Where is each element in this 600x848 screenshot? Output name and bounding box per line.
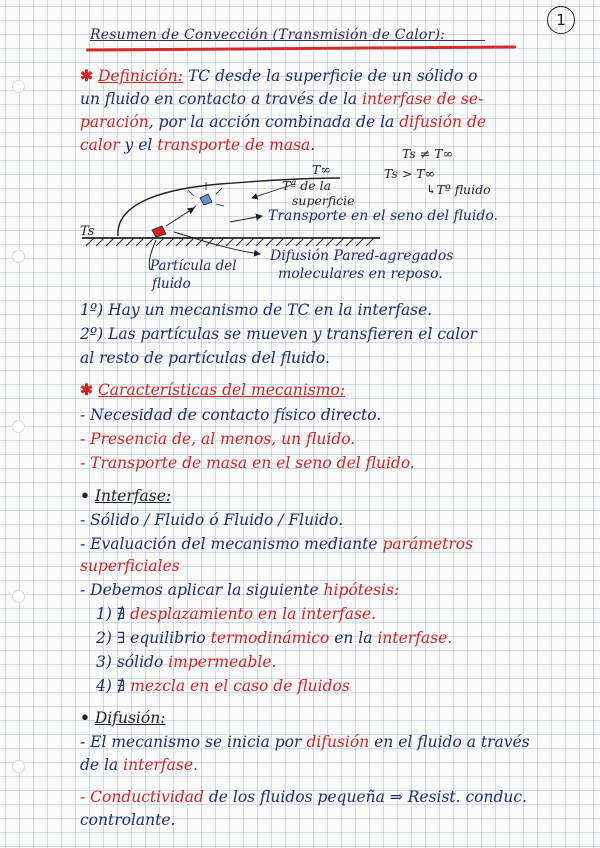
page-number: 1 — [547, 6, 575, 34]
definicion-keyword: paración — [80, 113, 149, 131]
difusion-line-4: controlante. — [80, 811, 176, 829]
hipotesis-keyword: termodinámico — [210, 629, 330, 647]
definicion-text: un fluido en contacto a través de la — [80, 90, 363, 108]
moving-particle-icon — [200, 194, 212, 205]
interfase-item-1: - Sólido / Fluido ó Fluido / Fluido. — [80, 511, 343, 529]
difusion-line-2 — [80, 755, 198, 775]
particle-icon — [152, 226, 166, 237]
definicion-keyword: calor — [80, 136, 120, 154]
bullet-icon: ✱ — [80, 380, 93, 399]
difusion-label-1: Difusión Pared-agregados — [270, 248, 454, 264]
definicion-text: y el — [119, 136, 158, 154]
difusion-text: de la — [80, 756, 124, 774]
definicion-keyword: difusión de — [399, 113, 487, 131]
hipotesis-keyword: desplazamiento en la interfase. — [130, 605, 377, 623]
page-title: Resumen de Convección (Transmisión de Calor): — [90, 27, 446, 43]
definicion-line-1 — [80, 66, 477, 86]
particula-label-1: Partícula del — [150, 258, 237, 274]
bullet-icon: • — [80, 708, 90, 727]
definicion-line-4 — [80, 135, 315, 155]
particula-label-2: fluido — [152, 276, 191, 292]
difusion-text: de los fluidos pequeña ⇒ Resist. conduc. — [203, 788, 527, 806]
caracteristicas-heading: Características del mecanismo: — [97, 381, 345, 399]
interfase-item-3 — [80, 580, 399, 600]
bullet-icon: ✱ — [80, 66, 93, 85]
difusion-text: - El mecanismo se inicia por — [80, 733, 307, 751]
interfase-keyword: hipótesis: — [323, 581, 400, 599]
wall-hatch — [86, 238, 374, 246]
interfase-keyword: parámetros — [382, 535, 474, 553]
difusion-arrow — [174, 232, 260, 254]
difusion-label-2: moleculares en reposo. — [278, 266, 443, 282]
hipotesis-text: 4) ∄ — [96, 677, 131, 695]
transporte-arrow — [230, 216, 262, 222]
hipotesis-text: 3) sólido — [96, 653, 169, 671]
definicion-line-2 — [80, 89, 483, 109]
rising-arrow — [166, 208, 194, 226]
binder-hole — [12, 590, 25, 603]
difusion-heading: Difusión: — [94, 709, 166, 727]
mecanismo-line-2: 2º) Las partículas se mueven y transfieren el calor — [80, 325, 477, 343]
transporte-label: Transporte en el seno del fluido. — [268, 208, 498, 224]
ts-gt-label: Ts > T∞ — [384, 166, 436, 181]
definicion-text: . — [310, 136, 316, 154]
hipotesis-keyword: mezcla en el caso de fluidos — [130, 677, 350, 695]
binder-hole — [12, 250, 25, 263]
caracteristicas-item-3: - Transporte de masa en el seno del fluido. — [80, 454, 415, 472]
hipotesis-2 — [96, 628, 452, 648]
difusion-text: en el fluido a través — [369, 733, 530, 751]
difusion-keyword: Conductividad — [90, 788, 204, 806]
title-red-underline — [86, 45, 516, 51]
difusion-text: - — [80, 788, 91, 806]
t-superficie-label-1: Tª de la — [282, 178, 332, 193]
definicion-keyword: interfase de se- — [362, 90, 484, 108]
hipotesis-keyword: interfase. — [377, 629, 453, 647]
difusion-heading-line — [80, 708, 165, 728]
definicion-text: TC desde la superficie de un sólido o — [187, 67, 478, 85]
ts-neq-label: Ts ≠ T∞ — [402, 146, 454, 161]
interfase-item-2-cont: superficiales — [80, 557, 180, 575]
tf-fluido-label: ↳Tª fluido — [426, 182, 491, 197]
definicion-text: , por la acción combinada de la — [148, 113, 400, 131]
mecanismo-line-3: al resto de partículas del fluido. — [80, 349, 330, 367]
t-infinity-label: T∞ — [312, 162, 331, 177]
binder-hole — [12, 760, 25, 773]
interfase-text: - Evaluación del mecanismo mediante — [80, 535, 383, 553]
definicion-line-3 — [80, 112, 486, 132]
caracteristicas-item-1: - Necesidad de contacto físico directo. — [80, 406, 382, 424]
binder-hole — [12, 420, 25, 433]
difusion-line-1 — [80, 732, 530, 752]
interfase-item-2 — [80, 534, 473, 554]
difusion-line-3 — [80, 787, 527, 807]
hipotesis-text: en la — [329, 629, 378, 647]
hipotesis-1 — [96, 604, 376, 624]
caracteristicas-heading-line — [80, 380, 345, 400]
hipotesis-4 — [96, 676, 350, 696]
bullet-icon: • — [80, 486, 90, 505]
hipotesis-text: 2) ∃ equilibrio — [96, 629, 211, 647]
difusion-keyword: difusión — [306, 733, 370, 751]
hipotesis-text: 1) ∄ — [96, 605, 131, 623]
caracteristicas-item-2: - Presencia de, al menos, un fluido. — [80, 430, 356, 448]
interfase-heading: Interfase: — [94, 487, 172, 505]
interfase-heading-line — [80, 486, 171, 506]
t-superficie-label-2: superficie — [292, 193, 355, 208]
interfase-text: - Debemos aplicar la siguiente — [80, 581, 324, 599]
binder-hole — [12, 80, 25, 93]
hipotesis-3 — [96, 652, 276, 672]
ts-wall-label: Ts — [80, 224, 95, 239]
definicion-heading: Definición: — [97, 67, 183, 85]
definicion-keyword: transporte de masa — [157, 136, 311, 154]
hipotesis-keyword: impermeable. — [168, 653, 277, 671]
difusion-keyword: interfase. — [123, 756, 198, 774]
mecanismo-line-1: 1º) Hay un mecanismo de TC en la interfase. — [80, 301, 433, 319]
